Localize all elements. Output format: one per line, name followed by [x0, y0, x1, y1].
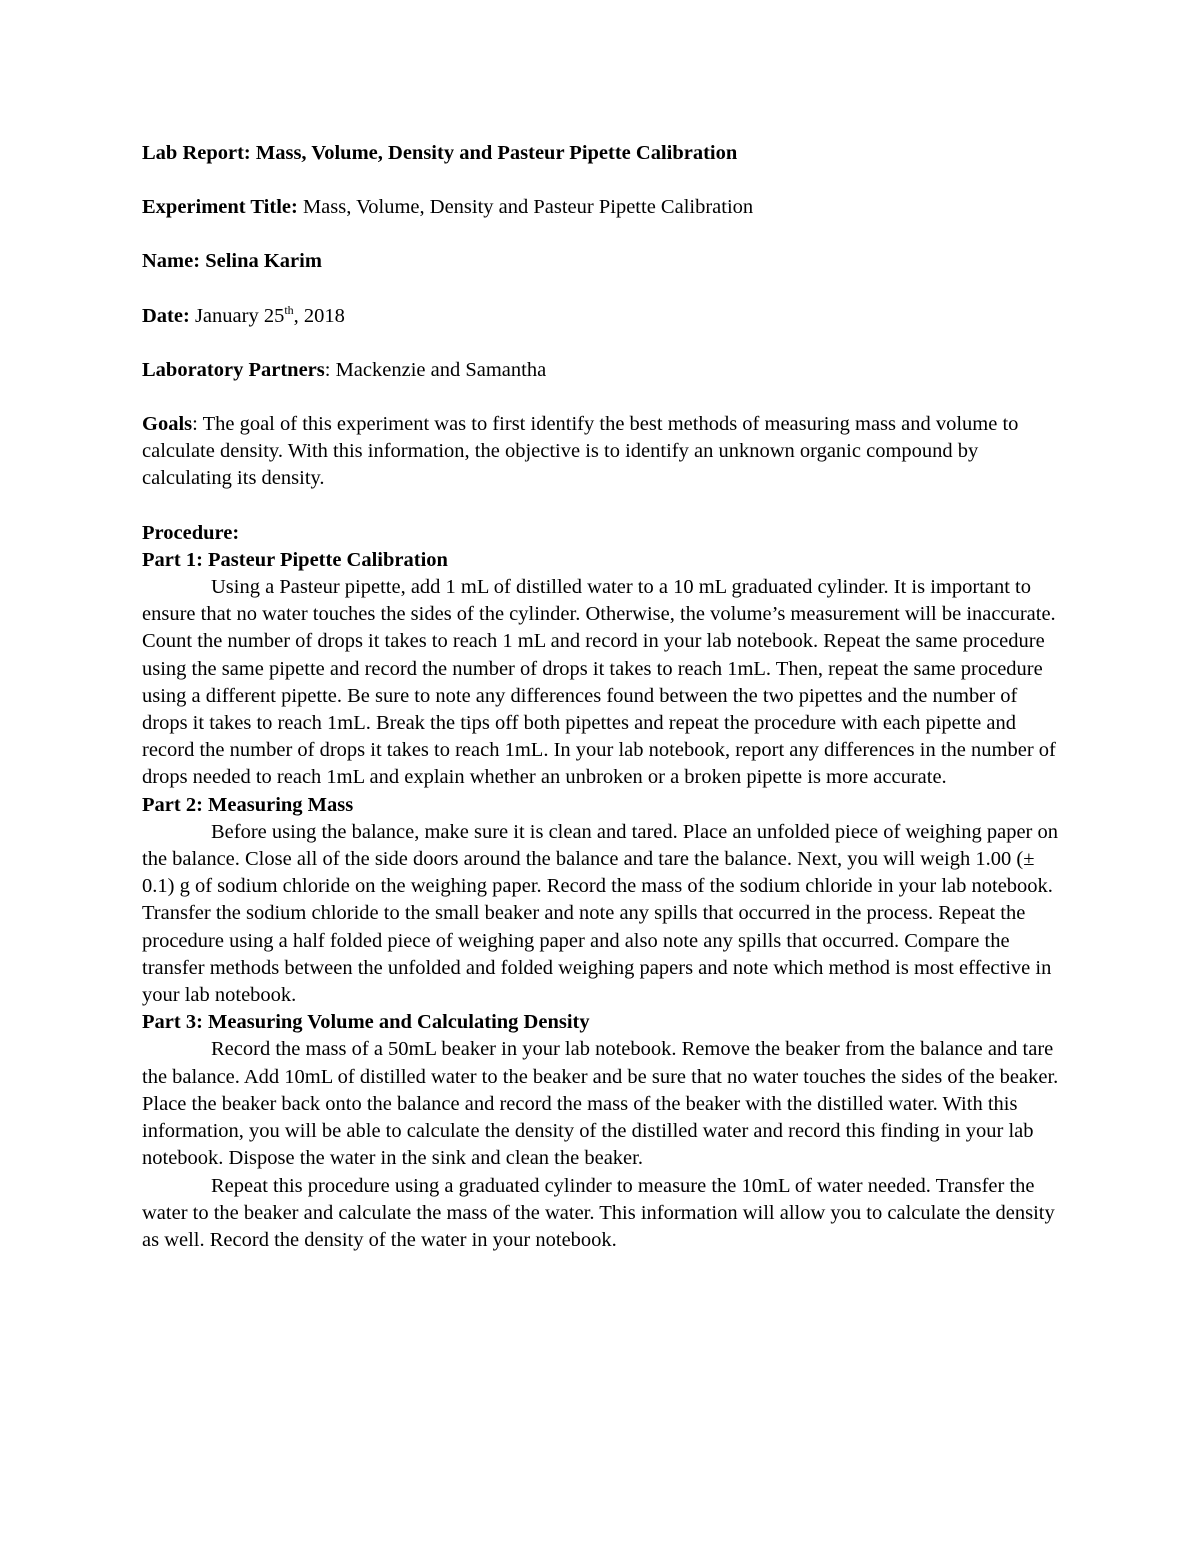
date-year: , 2018 [293, 304, 345, 327]
part-2-heading: Part 2: Measuring Mass [142, 793, 354, 816]
partners-label: Laboratory Partners [142, 358, 325, 381]
part-3-paragraph-1: Record the mass of a 50mL beaker in your lab notebook. Remove the beaker from the balance and tare the balance. Add 10mL of distilled water to the beaker and be sure that no water touches the sides of the beaker. Place the beaker back onto the balance and record the mass of the beaker with the distilled water. With this information, you will be able to calculate the density of the distilled water and record this finding in your lab notebook. Dispose the water in the sink and clean the beaker. [142, 1038, 1059, 1170]
part-1-paragraph: Using a Pasteur pipette, add 1 mL of distilled water to a 10 mL graduated cylinder. It is important to ensure that no water touches the sides of the cylinder. Otherwise, the volume’s measurement will be inaccurate. Count the number of drops it takes to reach 1 mL and record in your lab notebook. Repeat the same procedure using the same pipette and record the number of drops it takes to reach 1mL. Then, repeat the same procedure using a different pipette. Be sure to note any differences found between the two pipettes and the number of drops it takes to reach 1mL. Break the tips off both pipettes and repeat the procedure with each pipette and record the number of drops it takes to reach 1mL. In your lab notebook, report any differences in the number of drops needed to reach 1mL and explain whether an unbroken or a broken pipette is more accurate. [142, 576, 1056, 789]
part-1-heading: Part 1: Pasteur Pipette Calibration [142, 548, 448, 571]
partners-value: : Mackenzie and Samantha [324, 358, 547, 381]
part-3-heading: Part 3: Measuring Volume and Calculating Density [142, 1011, 590, 1034]
partners-line [142, 357, 1064, 384]
report-title: Lab Report: Mass, Volume, Density and Pasteur Pipette Calibration [142, 142, 738, 164]
part-2-paragraph: Before using the balance, make sure it is clean and tared. Place an unfolded piece of weighing paper on the balance. Close all of the side doors around the balance and tare the balance. Next, you will weigh 1.00 (± 0.1) g of sodium chloride on the weighing paper. Record the mass of the sodium chloride in your lab notebook. Transfer the sodium chloride to the small beaker and note any spills that occurred in the process. Repeat the procedure using a half folded piece of weighing paper and also note any spills that occurred. Compare the transfer methods between the unfolded and folded weighing papers and note which method is most effective in your lab notebook. [142, 820, 1059, 1007]
experiment-title-label: Experiment Title: [142, 196, 298, 219]
date-line [142, 303, 1064, 330]
date-ordinal: th [284, 302, 294, 317]
experiment-title-line [142, 194, 1064, 221]
name-value: Selina Karim [200, 250, 322, 273]
goals-text: : The goal of this experiment was to first identify the best methods of measuring mass and volume to calculate density. With this information, the objective is to identify an unknown organic compound by calculating its density. [142, 413, 1019, 490]
experiment-title-value: Mass, Volume, Density and Pasteur Pipette Calibration [297, 196, 754, 219]
date-label: Date: [142, 304, 190, 327]
document-body [142, 140, 1064, 1254]
part-3-paragraph-2: Repeat this procedure using a graduated cylinder to measure the 10mL of water needed. Transfer the water to the beaker and calculate the mass of the water. This information will allow you to calculate the density as well. Record the density of the water in your notebook. [142, 1174, 1055, 1251]
goals-label: Goals [142, 413, 193, 436]
goals-paragraph [142, 411, 1064, 493]
name-label: Name: [142, 250, 201, 273]
date-value: January 25 [189, 304, 285, 327]
procedure-heading: Procedure: [142, 521, 240, 544]
name-line [142, 248, 1064, 275]
